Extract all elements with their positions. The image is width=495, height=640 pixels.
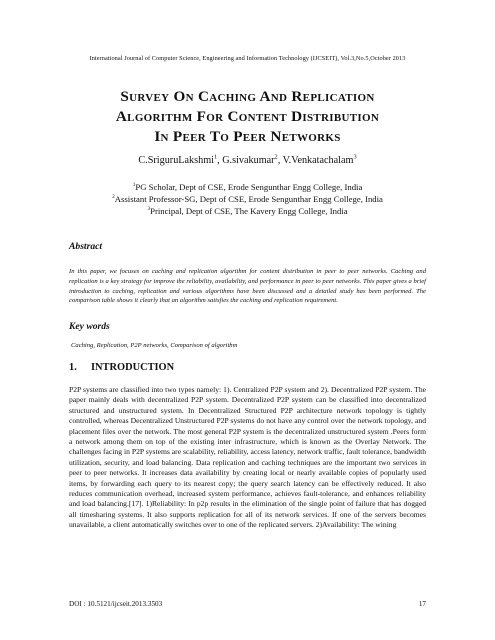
author-1: C.SriguruLakshmi <box>138 155 214 166</box>
affiliation-mark: 2 <box>112 194 115 201</box>
keywords-heading: Key words <box>69 321 110 332</box>
introduction-paragraph: P2P systems are classified into two types namely: 1). Centralized P2P system and 2). Decentralized P2P system. The paper mainly deals with decentralized P2P system. Decentralized P2P system can be classified into decentralized structured and unstructured system. In Decentralized Structured P2P architecture network topology is tightly controlled, whereas Decentralized Unstructured P2P systems do not have any control over the network topology, and placement files over the network. The most general P2P system is the decentralized unstructured system .Peers form a network among them on top of the existing inter infrastructure, which is known as the Overlay Network. The challenges facing in P2P systems are scalability, reliability, access latency, network traffic, fault tolerance, bandwidth utilization, security, and load balancing. Data replication and caching techniques are the important two services in peer to peer networks. It increases data availability by creating local or nearly available copies of popularly used items, by forwarding each query to its nearest copy; the query search latency can be effectively reduced. It also reduces communication overhead, increased system performance, achieves fault-tolerance, and enhances reliability and load balancing.[17]. 1)Reliability: In p2p results in the elimination of the single point of failure that has dogged all timesharing systems. It also supports replication for all of its network services. If one of the servers becomes unavailable, a client automatically switches over to one of the replicated servers. 2)Availability: The wining <box>69 385 426 530</box>
abstract-heading: Abstract <box>69 241 103 252</box>
title-line-1: Survey On Caching And Replication <box>120 88 375 105</box>
author-1-affil-mark: 1 <box>213 153 218 161</box>
author-3: V.Venkatachalam <box>282 155 354 166</box>
section-title: INTRODUCTION <box>91 362 175 373</box>
keywords-text: Caching, Replication, P2P networks, Comparison of algorithm <box>71 342 238 349</box>
affiliation-text: PG Scholar, Dept of CSE, Erode Sengunthar Engg College, India <box>135 182 363 192</box>
affiliation-mark: 1 <box>132 182 136 189</box>
title-line-3: In Peer To Peer Networks <box>154 128 341 145</box>
journal-running-header: International Journal of Computer Science, Engineering and Information Technology (IJCSEIT), Vol.3,No.5,October 2013 <box>89 55 406 62</box>
affiliation-3 <box>40 205 455 217</box>
paper-title <box>40 87 455 147</box>
author-3-affil-mark: 3 <box>353 153 357 161</box>
introduction-body <box>69 385 426 531</box>
affiliation-text: Principal, Dept of CSE, The Kavery Engg College, India <box>150 206 348 216</box>
affiliations <box>40 181 455 217</box>
page-number: 17 <box>418 600 426 608</box>
affiliation-text: Assistant Professor-SG, Dept of CSE, Erode Sengunthar Engg College, India <box>114 194 383 204</box>
affiliation-2 <box>40 193 455 205</box>
affiliation-1 <box>40 181 455 193</box>
section-heading-introduction <box>69 362 174 373</box>
author-2: G.sivakumar <box>222 155 275 166</box>
affiliation-mark: 3 <box>147 206 151 213</box>
author-separator: , <box>277 155 283 166</box>
section-number: 1. <box>69 362 77 373</box>
author-list <box>40 155 455 166</box>
footer-doi: DOI : 10.5121/ijcseit.2013.3503 <box>69 600 163 608</box>
abstract-text: In this paper, we focuses on caching and replication algorithm for content distribution in peer to peer networks. Caching and replication is a key strategy for improve the reliability, availability, and performance in peer to peer networks. This paper gives a brief introduction to caching, replication and various algorithms have been discussed and a detailed study has been performed. The comparison table shows it clearly that an algorithm satisfies the caching and replication requirement. <box>69 268 426 305</box>
author-2-affil-mark: 2 <box>274 153 278 161</box>
author-separator: , <box>217 155 223 166</box>
title-line-2: Algorithm For Content Distribution <box>115 108 380 125</box>
